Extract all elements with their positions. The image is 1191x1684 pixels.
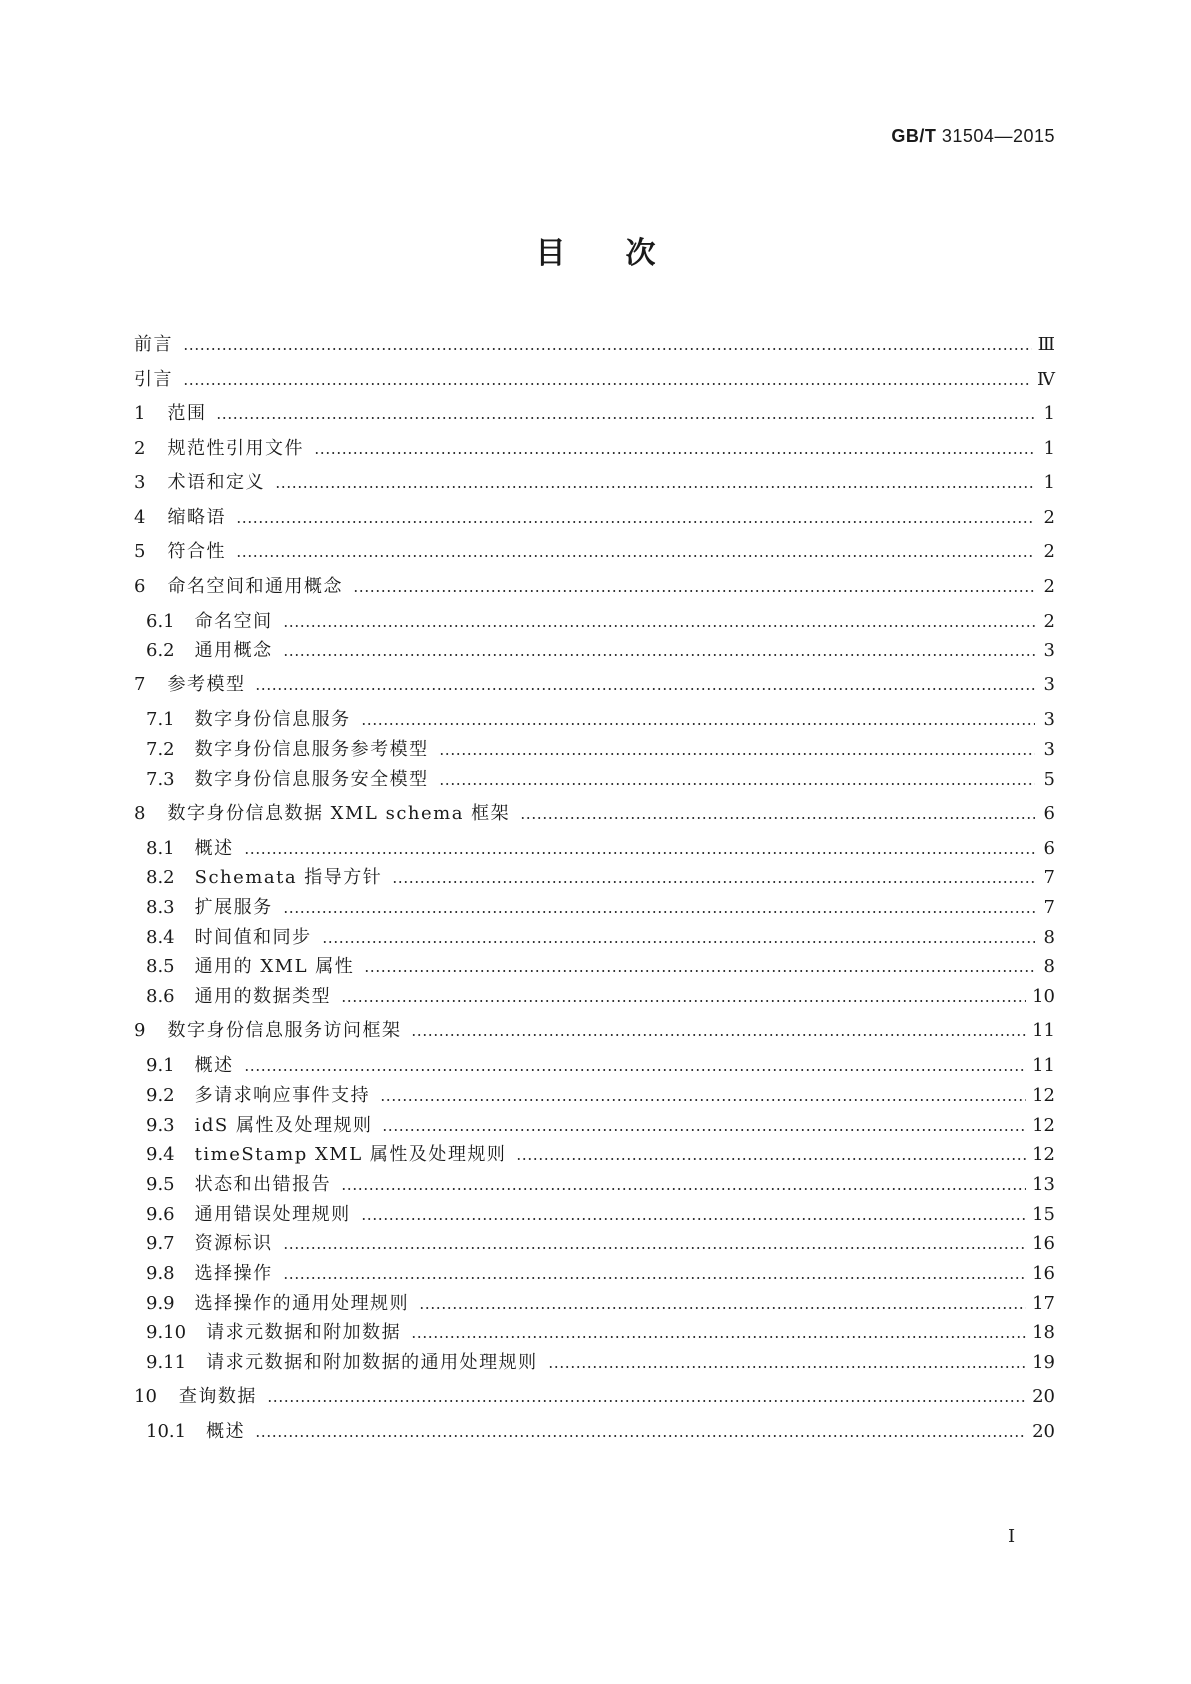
toc-entry-page: 8 [1043,956,1055,978]
toc-entry [146,1261,1055,1287]
toc-entry-page: 3 [1043,640,1055,662]
toc-entry [146,1083,1055,1109]
toc-entry-page: 1 [1043,403,1055,424]
toc-entry-number: 8.2 [146,867,175,889]
toc-entry-page: 8 [1043,926,1055,948]
dot-leader [382,1128,1026,1132]
toc-entry-number: 6.2 [146,640,175,662]
toc-entry-page: 12 [1032,1114,1055,1136]
toc-entry-page: 20 [1032,1386,1055,1408]
toc-entry-label: idS 属性及处理规则 [194,1114,373,1136]
toc-entry-label: 概述 [206,1421,246,1443]
toc-entry-page: 16 [1032,1233,1055,1255]
dot-leader [361,1217,1026,1221]
toc-entry-number: 9.5 [146,1173,175,1195]
toc-entry [134,436,1055,462]
toc-entry-page: 7 [1043,897,1055,918]
toc-entry [134,401,1055,427]
toc-entry-label: 选择操作 [194,1263,273,1284]
toc-entry [134,1018,1055,1044]
toc-entry-page: 3 [1043,674,1055,696]
toc-entry [146,609,1055,635]
toc-entry-number: 7 [134,674,146,696]
toc-entry [146,1172,1055,1198]
toc-entry-label: 多请求响应事件支持 [194,1084,371,1106]
toc-entry-label: 通用错误处理规则 [194,1203,351,1225]
toc-entry-number: 5 [134,541,146,562]
toc-entry-label: 数字身份信息服务参考模型 [194,738,429,760]
toc-entry-page: 2 [1043,506,1055,528]
toc-entry [146,954,1055,980]
dot-leader [419,1306,1026,1310]
toc-entry [146,925,1055,951]
toc-entry-label: 数字身份信息服务安全模型 [194,768,429,790]
dot-leader [255,1434,1026,1438]
toc-entry [134,470,1055,496]
dot-leader [361,722,1035,726]
toc-entry-page: 11 [1032,1055,1055,1077]
dot-leader [392,880,1035,884]
toc-entry-page: 3 [1043,738,1055,760]
toc-entry [146,984,1055,1010]
toc-entry [134,332,1055,358]
toc-entry [134,539,1055,565]
dot-leader [283,624,1035,628]
toc-entry-label: 命名空间 [194,610,273,632]
toc-entry-number: 2 [134,437,146,459]
toc-entry-label: 前言 [134,334,173,355]
toc-entry-page: 7 [1043,867,1055,889]
toc-entry-number: 10.1 [146,1421,187,1443]
toc-entry-label: 范围 [167,403,207,424]
toc-entry-number: 7.1 [146,709,175,731]
toc-entry-number: 9.1 [146,1055,175,1077]
toc-entry-number: 6 [134,575,146,597]
toc-entry-number: 3 [134,472,146,493]
toc-entry-label: 概述 [194,837,234,859]
toc-entry-page: 13 [1032,1173,1055,1195]
toc-entry-number: 9.9 [146,1292,175,1314]
toc-entry-label: 查询数据 [178,1386,257,1408]
toc-entry [134,801,1055,827]
toc-entry-page: 6 [1043,837,1055,859]
toc-entry-page: 18 [1032,1322,1055,1344]
toc-entry [146,865,1055,891]
toc-entry-number: 9.2 [146,1084,175,1106]
dot-leader [439,782,1035,786]
toc-entry-number: 6.1 [146,610,175,632]
toc-entry [146,638,1055,664]
toc-entry-label: 概述 [194,1055,234,1077]
toc-entry [134,672,1055,698]
toc-entry-label: 数字身份信息服务 [194,709,351,731]
toc-entry-number: 8.6 [146,986,175,1008]
toc-entry-number: 8.3 [146,897,175,918]
dot-leader [183,347,1032,351]
toc-entry-page: 11 [1032,1020,1055,1042]
toc-entry-page: 1 [1043,472,1055,493]
toc-entry [146,1291,1055,1317]
toc-entry-label: 状态和出错报告 [194,1173,332,1195]
dot-leader [314,451,1035,455]
toc-entry-label: 通用的 XML 属性 [194,956,355,978]
toc-entry-label: 请求元数据和附加数据的通用处理规则 [206,1352,538,1374]
toc-entry-number: 9.3 [146,1114,175,1136]
toc-entry-page: 2 [1043,610,1055,632]
toc-entry-number: 8.4 [146,926,175,948]
toc-entry-page: 16 [1032,1263,1055,1284]
toc-entry-page: Ⅳ [1037,368,1055,390]
toc-entry-page: 10 [1032,986,1055,1008]
toc-entry-label: 请求元数据和附加数据 [206,1322,402,1344]
dot-leader [275,485,1035,489]
toc-entry-number: 9.11 [146,1352,187,1374]
toc-entry [134,367,1055,393]
toc-entry [146,1231,1055,1257]
toc-entry-page: 12 [1032,1084,1055,1106]
toc-entry-label: 术语和定义 [167,472,265,493]
toc-entry-page: Ⅲ [1037,334,1055,355]
toc-entry [134,574,1055,600]
toc-entry [146,1053,1055,1079]
toc-entry-label: 缩略语 [167,506,226,528]
toc-entry-number: 8.1 [146,837,175,859]
toc-entry-page: 6 [1043,802,1055,824]
toc-entry-page: 2 [1043,541,1055,562]
toc-entry [146,1202,1055,1228]
toc-entry-number: 9.10 [146,1322,187,1344]
toc-entry [146,1142,1055,1168]
toc-entry-number: 8.5 [146,956,175,978]
toc-entry-label: 时间值和同步 [194,926,312,948]
toc-entry-label: Schemata 指导方针 [194,867,383,889]
dot-leader [341,999,1026,1003]
dot-leader [283,910,1035,914]
toc-entry-page: 12 [1032,1144,1055,1166]
toc-entry-label: 数字身份信息数据 XML schema 框架 [167,802,511,824]
toc-entry [146,707,1055,733]
dot-leader [353,589,1035,593]
toc-entry-page: 3 [1043,709,1055,731]
dot-leader [364,969,1035,973]
toc-entry-page: 17 [1032,1292,1055,1314]
dot-leader [255,687,1035,691]
toc-entry [146,1350,1055,1376]
dot-leader [236,520,1035,524]
dot-leader [520,816,1035,820]
dot-leader [183,382,1031,386]
toc-entry-page: 19 [1032,1352,1055,1374]
dot-leader [216,416,1035,420]
dot-leader [411,1033,1026,1037]
dot-leader [341,1187,1026,1191]
standard-code: 31504—2015 [941,126,1055,146]
dot-leader [244,851,1035,855]
toc-entry-number: 7.3 [146,768,175,790]
page-number: Ⅰ [1008,1526,1016,1547]
standard-number [891,126,1055,147]
dot-leader [516,1157,1026,1161]
toc-entry-number: 9.7 [146,1233,175,1255]
toc-entry-label: 选择操作的通用处理规则 [194,1292,410,1314]
toc-entry-label: 规范性引用文件 [167,437,304,459]
dot-leader [283,653,1035,657]
standard-prefix: GB/T [891,126,937,146]
toc-entry [134,505,1055,531]
dot-leader [244,1068,1026,1072]
toc-entry-number: 8 [134,802,146,824]
toc-entry-number: 10 [134,1386,157,1408]
toc-entry-label: 符合性 [167,541,226,562]
toc-entry-label: 数字身份信息服务访问框架 [167,1020,402,1042]
toc-entry-number: 1 [134,403,146,424]
toc-entry-label: 参考模型 [167,674,246,696]
toc-entry-page: 2 [1043,575,1055,597]
toc-entry-number: 9.8 [146,1263,175,1284]
toc-entry-label: 引言 [134,368,173,390]
toc-entry [134,1384,1055,1410]
toc-entry-page: 1 [1043,437,1055,459]
toc-entry [146,1419,1055,1445]
toc-entry-label: 命名空间和通用概念 [167,575,343,597]
toc-entry [146,836,1055,862]
toc-entry-number: 4 [134,506,146,528]
toc-entry-number: 9.6 [146,1203,175,1225]
toc-entry [146,767,1055,793]
toc-entry-number: 7.2 [146,738,175,760]
toc-entry [146,1320,1055,1346]
toc-entry-label: 通用概念 [194,640,273,662]
dot-leader [283,1246,1026,1250]
page-title: 目次 [535,236,716,271]
toc-entry [146,895,1055,921]
toc-entry [146,737,1055,763]
dot-leader [411,1335,1026,1339]
toc-entry-number: 9 [134,1020,146,1042]
dot-leader [267,1399,1026,1403]
dot-leader [283,1276,1026,1280]
toc-entry-label: 扩展服务 [194,897,273,918]
toc-entry-label: timeStamp XML 属性及处理规则 [194,1144,507,1166]
toc-entry-page: 5 [1043,768,1055,790]
toc-entry-label: 通用的数据类型 [194,986,332,1008]
toc-entry [146,1113,1055,1139]
toc-entry-number: 9.4 [146,1144,175,1166]
toc-entry-label: 资源标识 [194,1233,273,1255]
dot-leader [236,554,1035,558]
dot-leader [322,940,1035,944]
dot-leader [548,1365,1027,1369]
toc-entry-page: 15 [1032,1203,1055,1225]
dot-leader [380,1098,1026,1102]
dot-leader [439,752,1035,756]
toc-entry-page: 20 [1032,1421,1055,1443]
